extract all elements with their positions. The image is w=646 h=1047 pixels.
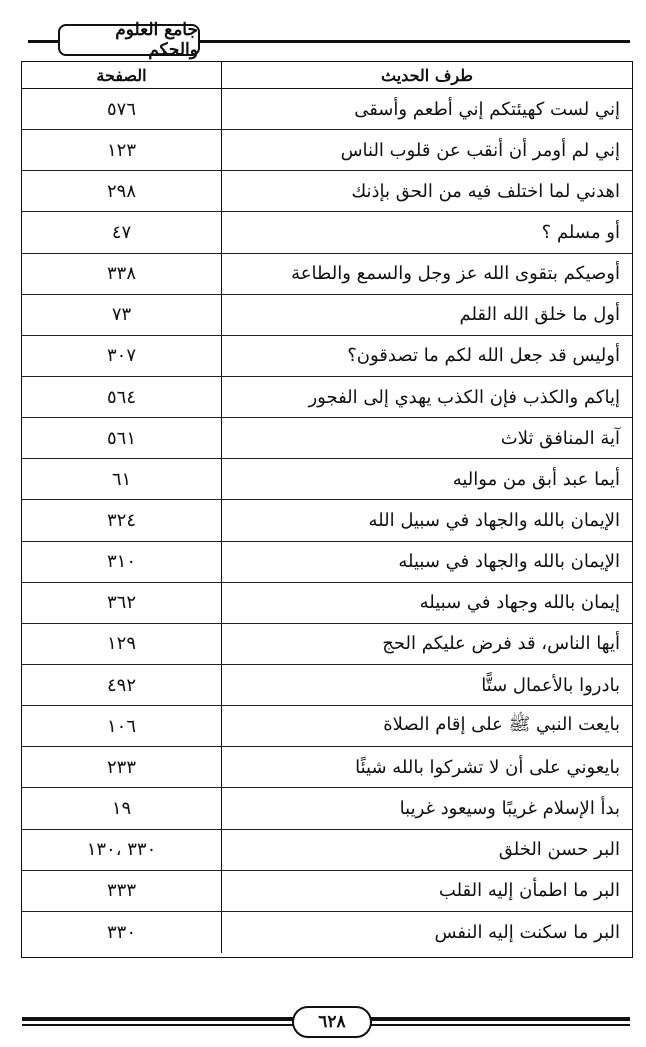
table-row	[22, 788, 632, 829]
page-ref: ٣٠٧	[107, 345, 137, 367]
page-ref: ٥٧٦	[107, 98, 137, 120]
table-row	[22, 295, 632, 336]
table-header-row	[22, 62, 632, 89]
table-row	[22, 336, 632, 377]
page-ref: ٧٣	[111, 304, 132, 326]
hadith-text: بايعوني على أن لا تشركوا بالله شيئًا	[221, 747, 632, 787]
hadith-text: بدأ الإسلام غريبًا وسيعود غريبا	[221, 788, 632, 828]
hadith-text: الإيمان بالله والجهاد في سبيله	[221, 542, 632, 582]
hadith-text: إني لست كهيئتكم إني أطعم وأسقى	[221, 89, 632, 129]
table-row	[22, 871, 632, 912]
hadith-text: أو مسلم ؟	[221, 212, 632, 252]
hadith-text: البر حسن الخلق	[221, 830, 632, 870]
book-title: جامع العلوم والحكم	[58, 24, 200, 56]
table-row	[22, 912, 632, 953]
hadith-text: أيما عبد أبق من مواليه	[221, 459, 632, 499]
hadith-text: أيها الناس، قد فرض عليكم الحج	[221, 624, 632, 664]
hadith-text: إيمان بالله وجهاد في سبيله	[221, 583, 632, 623]
page-ref: ١٢٣	[107, 139, 137, 161]
page-ref: ٥٦١	[107, 427, 137, 449]
page-ref: ٣٣٠ ،١٣٠	[86, 839, 157, 861]
table-row	[22, 500, 632, 541]
hadith-text: آية المنافق ثلاث	[221, 418, 632, 458]
table-row	[22, 459, 632, 500]
header-rule-right	[200, 40, 630, 43]
page-ref: ٢٣٣	[107, 756, 137, 778]
page-ref: ٤٩٢	[107, 674, 137, 696]
hadith-text: بايعت النبي ﷺ على إقام الصلاة	[221, 706, 632, 746]
page-ref: ١٢٩	[107, 633, 137, 655]
page-number: ٦٢٨	[292, 1006, 372, 1038]
table-row	[22, 665, 632, 706]
table-row	[22, 377, 632, 418]
page-ref: ٣٣٨	[107, 263, 137, 285]
table-row	[22, 583, 632, 624]
column-header-page: الصفحة	[96, 65, 147, 85]
page-ref: ٣٣٣	[107, 880, 137, 902]
hadith-text: البر ما اطمأن إليه القلب	[221, 871, 632, 911]
table-row	[22, 747, 632, 788]
page-ref: ٦١	[111, 468, 132, 490]
table-row	[22, 171, 632, 212]
hadith-index-table	[21, 61, 633, 958]
page-ref: ١٠٦	[107, 715, 137, 737]
page-ref: ٢٩٨	[107, 180, 137, 202]
table-row	[22, 624, 632, 665]
table-row	[22, 542, 632, 583]
table-row	[22, 130, 632, 171]
hadith-text: إياكم والكذب فإن الكذب يهدي إلى الفجور	[221, 377, 632, 417]
table-body	[22, 89, 632, 953]
hadith-text: إني لم أومر أن أنقب عن قلوب الناس	[221, 130, 632, 170]
page-ref: ٣١٠	[107, 551, 137, 573]
table-row	[22, 830, 632, 871]
hadith-text: أوصيكم بتقوى الله عز وجل والسمع والطاعة	[221, 254, 632, 294]
table-row	[22, 418, 632, 459]
column-header-hadith: طرف الحديث	[221, 62, 632, 88]
page-header	[0, 0, 646, 62]
hadith-text: أول ما خلق الله القلم	[221, 295, 632, 335]
page-ref: ١٩	[111, 797, 132, 819]
hadith-text: الإيمان بالله والجهاد في سبيل الله	[221, 500, 632, 540]
page-ref: ٣٣٠	[107, 921, 137, 943]
table-row	[22, 706, 632, 747]
header-rule-left	[28, 40, 60, 43]
page-ref: ٤٧	[111, 221, 132, 243]
table-row	[22, 89, 632, 130]
table-row	[22, 254, 632, 295]
page-ref: ٥٦٤	[107, 386, 137, 408]
page-ref: ٣٦٢	[107, 592, 137, 614]
hadith-text: اهدني لما اختلف فيه من الحق بإذنك	[221, 171, 632, 211]
hadith-text: البر ما سكنت إليه النفس	[221, 912, 632, 953]
table-row	[22, 212, 632, 253]
page-ref: ٣٢٤	[107, 509, 137, 531]
hadith-text: بادروا بالأعمال ستًّا	[221, 665, 632, 705]
hadith-text: أوليس قد جعل الله لكم ما تصدقون؟	[221, 336, 632, 376]
page-footer	[0, 995, 646, 1047]
